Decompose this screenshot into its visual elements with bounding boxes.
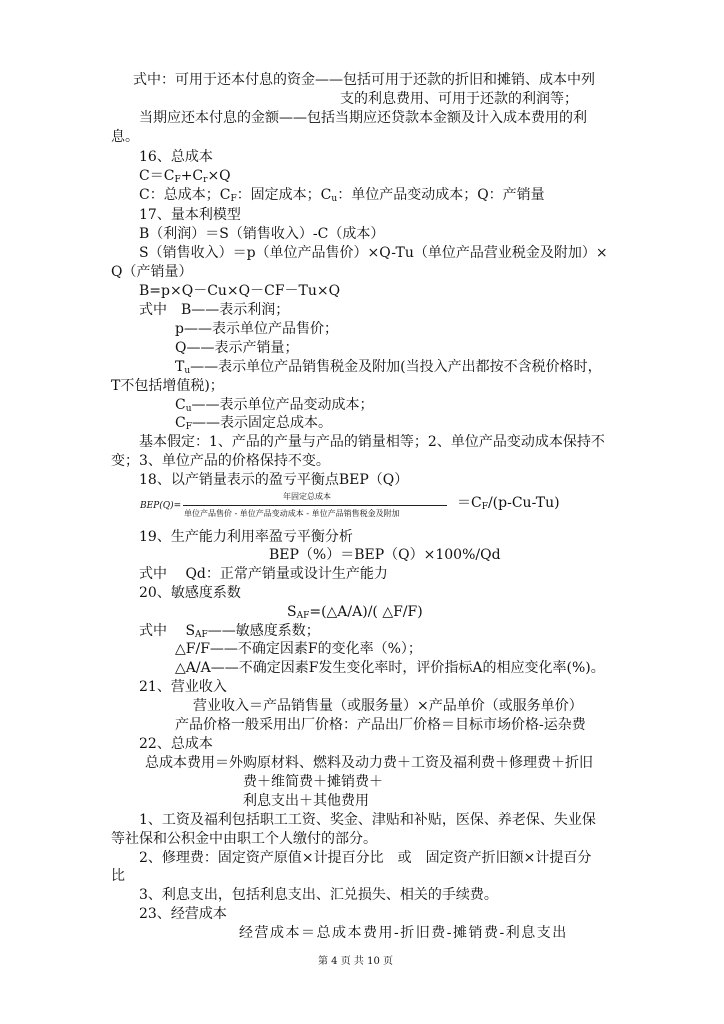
text-line: 式中 Qd：正常产销量或设计生产能力 <box>139 566 388 582</box>
text-part: ——表示单位产品变动成本； <box>191 397 374 413</box>
text-line: 支的利息费用、可用于还款的利润等； <box>340 91 578 107</box>
subscript: F <box>481 502 488 512</box>
text-part: ——表示单位产品销售税金及附加(当投入产出都按不含税价格时， <box>190 359 602 375</box>
text-part: 式中 S <box>139 623 196 639</box>
text-part: ——敏感度系数； <box>207 623 320 639</box>
section-heading: 21、营业收入 <box>139 679 227 695</box>
fraction-numerator: 年固定总成本 <box>283 492 331 501</box>
text-line: 3、利息支出，包括利息支出、汇兑损失、相关的手续费。 <box>139 887 498 903</box>
formula-line: BEP（%）＝BEP（Q）×100%/Qd <box>269 547 501 563</box>
formula-part: ×Q <box>207 168 231 184</box>
formula-line: 总成本费用＝外购原材料、燃料及动力费＋工资及福利费＋修理费＋折旧 <box>145 755 593 771</box>
section-heading: 22、总成本 <box>139 736 213 752</box>
text-part: C <box>175 415 186 431</box>
subscript: F <box>174 175 181 185</box>
section-heading: 16、总成本 <box>139 149 213 165</box>
section-heading: 23、经营成本 <box>139 906 227 922</box>
formula-part: =(△A/A)/( △F/F) <box>309 604 423 620</box>
text-line: 2、修理费：固定资产原值×计提百分比 或 固定资产折旧额×计提百分 <box>139 850 592 866</box>
formula-lhs: BEP(Q)= <box>140 501 182 511</box>
formula-line: B（利润）＝S（销售收入）-C（成本） <box>139 226 385 242</box>
formula-part: C＝C <box>139 168 175 184</box>
text-part: ：固定成本；C <box>236 187 332 203</box>
formula-rhs <box>457 493 560 517</box>
subscript: F <box>185 422 192 432</box>
text-line: △F/F——不确定因素F的变化率（%）； <box>175 641 422 657</box>
text-part: C <box>175 397 186 413</box>
formula-line: B=p×Q－Cu×Q－CF－Tu×Q <box>139 283 341 299</box>
formula-line: Q（产销量） <box>111 264 193 280</box>
formula-part: +C <box>180 168 204 184</box>
text-part: ：单位产品变动成本；Q：产销量 <box>337 187 545 203</box>
formula-line: 利息支出＋其他费用 <box>243 793 369 809</box>
text-line <box>175 357 602 381</box>
section-heading: 19、生产能力利用率盈亏平衡分析 <box>139 529 353 545</box>
formula-part: /(p-Cu-Tu) <box>487 495 560 511</box>
text-line: p——表示单位产品售价； <box>175 321 338 337</box>
formula-part: S <box>287 604 297 620</box>
subscript: AF <box>195 630 208 640</box>
fraction-bar <box>183 505 447 506</box>
section-heading: 20、敏感度系数 <box>139 585 241 601</box>
text-line: 等社保和公积金中由职工个人缴付的部分。 <box>111 831 377 847</box>
text-line: 基本假定：1、产品的产量与产品的销量相等；2、单位产品变动成本保持不 <box>139 434 605 450</box>
text-line: 息。 <box>111 129 139 145</box>
formula-line: 营业收入＝产品销售量（或服务量）×产品单价（或服务单价） <box>193 698 583 714</box>
text-part: C：总成本；C <box>139 187 231 203</box>
text-line: 式中：可用于还本付息的资金——包括可用于还款的折旧和摊销、成本中列 <box>133 72 595 88</box>
formula-line: 产品价格一般采用出厂价格：产品出厂价格＝目标市场价格-运杂费 <box>175 717 586 733</box>
section-heading: 18、以产销量表示的盈亏平衡点BEP（Q） <box>139 472 409 488</box>
text-part: ——表示固定总成本。 <box>191 415 332 431</box>
subscript: u <box>331 194 338 204</box>
text-line: △A/A——不确定因素F发生变化率时，评价指标A的相应变化率(%)。 <box>175 660 605 676</box>
subscript: u <box>184 366 191 376</box>
text-line: T不包括增值税)； <box>111 378 224 394</box>
subscript: F <box>230 194 237 204</box>
fraction-denominator: 单位产品售价 - 单位产品变动成本 - 单位产品销售税金及附加 <box>184 509 400 518</box>
formula-part: ＝C <box>457 495 482 511</box>
text-line: 1、工资及福利包括职工工资、奖金、津贴和补贴，医保、养老保、失业保 <box>139 812 596 828</box>
page-footer: 第 4 页 共 10 页 <box>318 956 393 967</box>
formula-line: 经营成本＝总成本费用-折旧费-摊销费-利息支出 <box>239 925 568 941</box>
text-line: 式中 B——表示利润； <box>139 302 290 318</box>
text-line: 当期应还本付息的金额——包括当期应还贷款本金额及计入成本费用的利 <box>139 110 587 126</box>
text-line: 变；3、单位产品的价格保持不变。 <box>111 453 330 469</box>
subscript: r <box>203 175 208 185</box>
section-heading: 17、量本利模型 <box>139 207 241 223</box>
subscript: AF <box>296 611 310 621</box>
formula-line: 费＋维简费＋摊销费＋ <box>243 774 383 790</box>
text-line: 比 <box>111 868 125 884</box>
text-line: Q——表示产销量； <box>175 340 299 356</box>
subscript: u <box>185 404 192 414</box>
formula-line: S（销售收入）＝p（单位产品售价）×Q-Tu（单位产品营业税金及附加）× <box>139 245 608 261</box>
text-part: T <box>175 359 185 375</box>
